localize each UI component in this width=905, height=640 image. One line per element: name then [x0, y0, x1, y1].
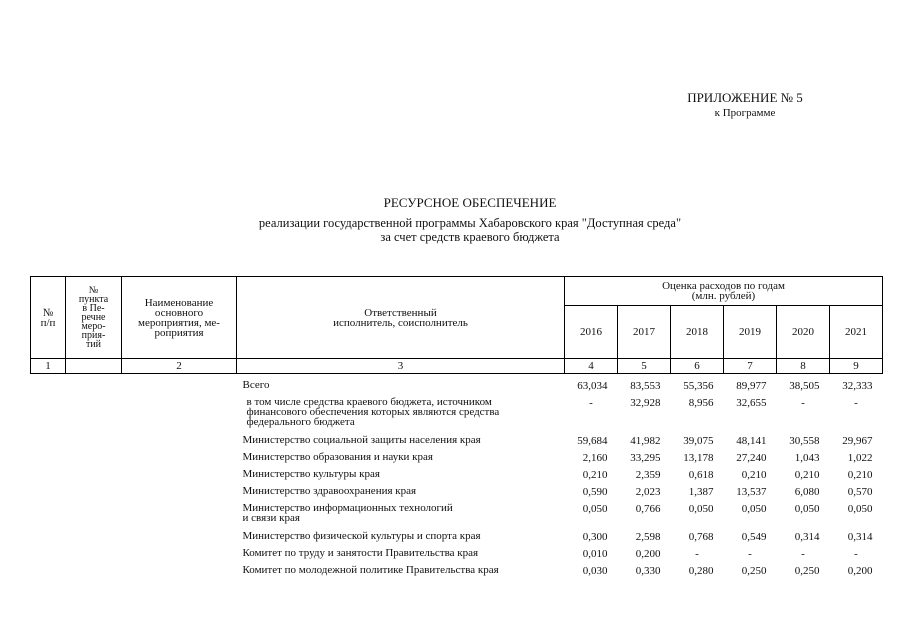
executor-cell: Министерство культуры края [242, 468, 380, 480]
value-2016: 0,030 [582, 565, 608, 577]
value-2019: 27,240 [736, 452, 767, 464]
value-2017: 83,553 [630, 380, 661, 392]
column-number: 5 [618, 359, 671, 374]
value-2019: 89,977 [736, 380, 767, 392]
header-year: 2019 [724, 306, 777, 359]
header-item-line: № [88, 285, 99, 296]
value-2020: - [801, 397, 805, 409]
value-2019: 32,655 [736, 397, 767, 409]
value-2020: 0,210 [794, 469, 820, 481]
header-estimate [565, 277, 883, 306]
header-num-line-1: № [42, 306, 54, 319]
title-subtitle-1: реализации государственной программы Хабаровского края "Доступная среда" [258, 216, 682, 230]
value-2020: 6,080 [794, 486, 820, 498]
table-row [31, 452, 883, 469]
column-number: 9 [830, 359, 883, 374]
value-2021: 0,200 [847, 565, 873, 577]
column-number: 2 [122, 359, 237, 374]
value-2019: 13,537 [736, 486, 767, 498]
value-2018: 8,956 [688, 397, 714, 409]
value-2017: 0,200 [635, 548, 661, 560]
executor-cell: Комитет по труду и занятости Правительства края [242, 547, 479, 559]
header-name-line: Наименование [144, 296, 214, 309]
header-year: 2016 [565, 306, 618, 359]
value-2017: 41,982 [630, 435, 661, 447]
table-row [31, 486, 883, 503]
value-2018: 0,050 [688, 503, 714, 515]
column-number: 8 [777, 359, 830, 374]
header-item-line: в Пе- [82, 303, 105, 314]
executor-cell: Комитет по молодежной политике Правительства края [242, 564, 499, 576]
column-number: 3 [237, 359, 565, 374]
value-2018: 0,768 [688, 531, 714, 543]
value-2016: 63,034 [577, 380, 608, 392]
table-row [31, 435, 883, 452]
value-2020: 0,250 [794, 565, 820, 577]
value-2016: 0,050 [582, 503, 608, 515]
value-2019: 0,549 [741, 531, 767, 543]
value-2017: 32,928 [630, 397, 661, 409]
value-2016: - [589, 397, 593, 409]
value-2021: 29,967 [842, 435, 873, 447]
executor-cell: Всего [242, 379, 270, 391]
value-2020: 38,505 [789, 380, 820, 392]
value-2016: 0,210 [582, 469, 608, 481]
column-number: 7 [724, 359, 777, 374]
value-2016: 2,160 [582, 452, 608, 464]
appendix-reference: к Программе [714, 107, 776, 119]
header-row-number [31, 277, 66, 359]
header-year: 2018 [671, 306, 724, 359]
value-2018: 39,075 [683, 435, 714, 447]
column-number: 1 [31, 359, 66, 374]
header-name-line: мероприятия, ме- [138, 316, 220, 329]
value-2019: 0,050 [741, 503, 767, 515]
executor-cell: Министерство социальной защиты населения края [242, 434, 481, 446]
header-item-line: речне [81, 312, 106, 323]
resource-table [30, 276, 883, 582]
column-number [66, 359, 122, 374]
executor-cell: Министерство физической культуры и спорта края [242, 530, 481, 542]
value-2018: 0,280 [688, 565, 714, 577]
value-2017: 0,766 [635, 503, 661, 515]
value-2019: 48,141 [736, 435, 767, 447]
value-2021: 0,050 [847, 503, 873, 515]
table-row [31, 380, 883, 397]
column-numbers-row [31, 359, 883, 374]
executor-line: федерального бюджета [246, 416, 355, 428]
table-row [31, 503, 883, 531]
header-name-line: роприятия [154, 326, 204, 339]
value-2017: 2,598 [635, 531, 661, 543]
value-2019: 0,250 [741, 565, 767, 577]
executor-cell: Министерство здравоохранения края [242, 485, 417, 497]
header-estimate-line: Оценка расходов по годам [662, 280, 785, 292]
document-title [180, 195, 760, 244]
value-2017: 33,295 [630, 452, 661, 464]
value-2019: - [748, 548, 752, 560]
header-item-line: тий [85, 339, 102, 350]
executor-cell [237, 397, 565, 435]
value-2018: - [695, 548, 699, 560]
title-main: РЕСУРСНОЕ ОБЕСПЕЧЕНИЕ [383, 195, 557, 210]
value-2021: 0,314 [847, 531, 873, 543]
value-2019: 0,210 [741, 469, 767, 481]
header-item-line: прия- [81, 330, 106, 341]
value-2017: 2,023 [635, 486, 661, 498]
value-2021: 32,333 [842, 380, 873, 392]
executor-line: и связи края [242, 512, 300, 524]
value-2018: 13,178 [683, 452, 714, 464]
title-subtitle-2: за счет средств краевого бюджета [380, 230, 560, 244]
executor-line: в том числе средства краевого бюджета, источником [246, 396, 492, 408]
header-item-line: пункта [78, 294, 109, 305]
value-2020: 0,314 [794, 531, 820, 543]
header-executor [237, 277, 565, 359]
column-number: 6 [671, 359, 724, 374]
header-estimate-line: (млн. рублей) [691, 290, 756, 302]
value-2018: 55,356 [683, 380, 714, 392]
value-2021: - [854, 548, 858, 560]
header-executor-line: исполнитель, соисполнитель [333, 316, 468, 329]
executor-line: финансового обеспечения которых являются средства [246, 406, 500, 418]
table-row [31, 548, 883, 565]
header-activity-name [122, 277, 237, 359]
header-item-number [66, 277, 122, 359]
value-2016: 59,684 [577, 435, 608, 447]
value-2018: 1,387 [688, 486, 714, 498]
value-2021: - [854, 397, 858, 409]
header-year: 2017 [618, 306, 671, 359]
header-item-line: меро- [81, 321, 106, 332]
value-2020: - [801, 548, 805, 560]
value-2020: 30,558 [789, 435, 820, 447]
header-name-line: основного [154, 306, 204, 319]
value-2020: 0,050 [794, 503, 820, 515]
header-executor-line: Ответственный [364, 306, 437, 319]
column-number: 4 [565, 359, 618, 374]
table-row [31, 397, 883, 435]
value-2016: 0,010 [582, 548, 608, 560]
value-2016: 0,590 [582, 486, 608, 498]
value-2021: 1,022 [847, 452, 873, 464]
appendix-number: ПРИЛОЖЕНИЕ № 5 [687, 90, 803, 105]
value-2018: 0,618 [688, 469, 714, 481]
value-2021: 0,210 [847, 469, 873, 481]
value-2016: 0,300 [582, 531, 608, 543]
executor-line: Министерство информационных технологий [242, 502, 453, 514]
header-num-line-2: п/п [40, 316, 56, 329]
appendix-heading [640, 90, 850, 120]
value-2021: 0,570 [847, 486, 873, 498]
value-2020: 1,043 [794, 452, 820, 464]
table-row [31, 531, 883, 548]
header-year: 2020 [777, 306, 830, 359]
table-row [31, 469, 883, 486]
value-2017: 0,330 [635, 565, 661, 577]
executor-cell: Министерство образования и науки края [242, 451, 433, 463]
header-year: 2021 [830, 306, 883, 359]
value-2017: 2,359 [635, 469, 661, 481]
executor-cell [237, 503, 565, 531]
table-row [31, 565, 883, 582]
